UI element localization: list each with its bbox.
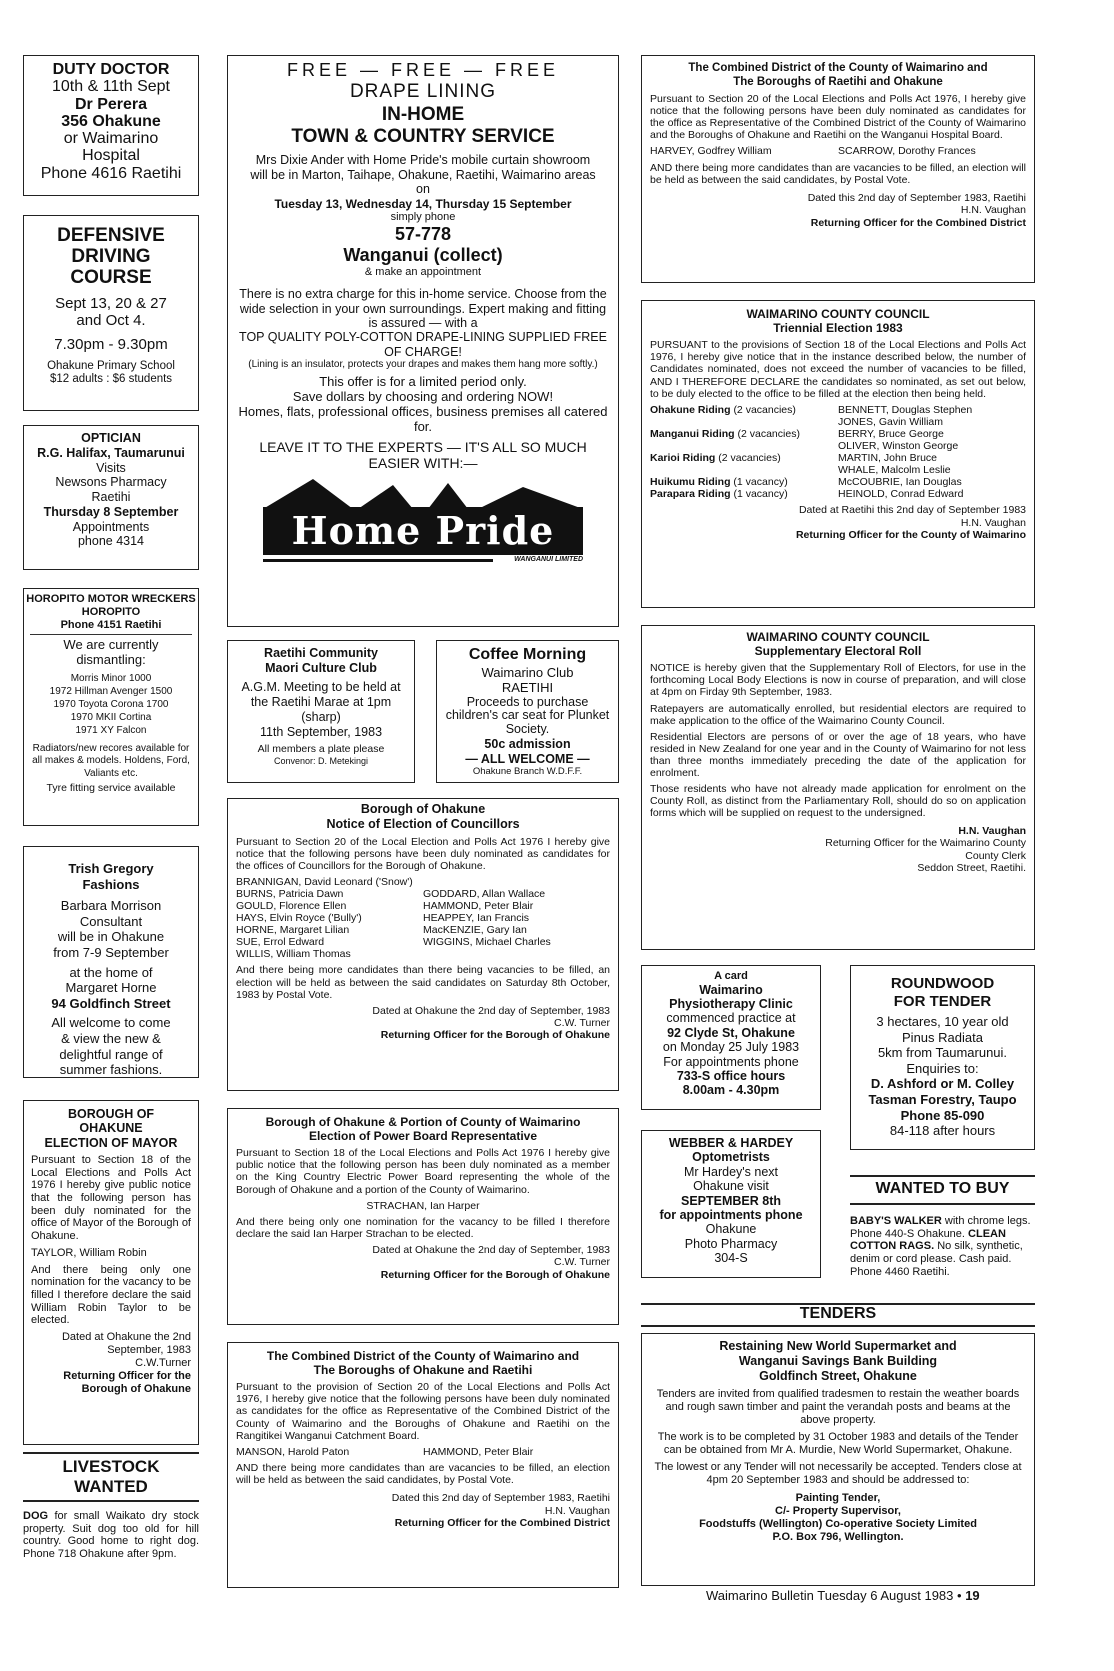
livestock-rule-top xyxy=(23,1452,199,1454)
maori-title-2: Maori Culture Club xyxy=(265,660,377,675)
drape-collect: Wanganui (collect) xyxy=(343,244,503,265)
catchment-board-notice xyxy=(227,1342,619,1588)
coffee-branch: Ohakune Branch W.D.F.F. xyxy=(472,766,583,778)
trish-address: 94 Goldfinch Street xyxy=(51,995,171,1011)
tenders-address-2: C/- Property Supervisor, xyxy=(775,1504,901,1517)
optometrists-title-1: WEBBER & HARDEY xyxy=(668,1136,794,1150)
duty-doctor-name: Dr Perera xyxy=(74,95,148,113)
livestock-title-2: WANTED xyxy=(74,1477,148,1496)
triennial-election-notice xyxy=(641,300,1035,608)
roundwood-after-hours: 84-118 after hours xyxy=(889,1123,996,1139)
tenders-header: TENDERS xyxy=(799,1305,877,1322)
triennial-returning: Returning Officer for the County of Waimarino xyxy=(795,528,1026,541)
wreckers-intro-2: dismantling: xyxy=(76,652,146,668)
maori-body: A.G.M. Meeting to be held at the Raetihi Marae at 1pm (sharp) xyxy=(241,679,401,724)
hospital-title-1: The Combined District of the County of Waimarino and xyxy=(688,62,988,74)
power-name: STRACHAN, Ian Harper xyxy=(366,1199,480,1212)
roll-sign-1: Returning Officer for the Waimarino County xyxy=(825,837,1026,850)
tenders-para-2: The work is to be completed by 31 October 1983 and details of the Tender can be obtained from Mr A. Murdie, New World Supermarket, Ohakune. xyxy=(657,1431,1019,1456)
tenders-address-3: Foodstuffs (Wellington) Co-operative Society Limited xyxy=(699,1517,977,1530)
physio-line: Physiotherapy Clinic xyxy=(669,997,793,1012)
optometrists-title-2: Optometrists xyxy=(692,1150,770,1165)
candidate: WIGGINS, Michael Charles xyxy=(423,936,551,949)
drape-body-5: Save dollars by choosing and ordering NOW! xyxy=(292,389,554,405)
roundwood-line: 3 hectares, 10 year old xyxy=(876,1014,1009,1029)
physio-line: A card xyxy=(714,970,748,982)
optician-line-3: Raetihi xyxy=(91,490,131,504)
candidate: JONES, Gavin William xyxy=(838,415,944,428)
ridings-list xyxy=(650,404,1026,501)
candidate: OLIVER, Winston George xyxy=(838,439,959,452)
mayor-signer: C.W.Turner xyxy=(135,1356,191,1369)
physio-line: Waimarino xyxy=(699,982,763,997)
tenders-title-1: Restaining New World Supermarket and xyxy=(719,1339,957,1353)
candidate: GOULD, Florence Ellen xyxy=(236,900,347,913)
riding-vacancies: (1 vacancy) xyxy=(733,488,788,501)
riding-name: Ohakune Riding xyxy=(650,403,731,416)
electoral-roll-notice xyxy=(641,625,1035,950)
wanted-item-2-lead: CLEAN COTTON RAGS. xyxy=(850,1227,1006,1253)
maori-note: All members a plate please xyxy=(257,743,385,756)
drape-body-4: This offer is for a limited period only. xyxy=(319,374,527,390)
candidate: BENNETT, Douglas Stephen xyxy=(838,403,973,416)
candidate: MacKENZIE, Gary Ian xyxy=(423,924,527,937)
tenders-title-2: Wanganui Savings Bank Building xyxy=(738,1353,938,1368)
optometrists-ad xyxy=(641,1130,821,1278)
tenders-rule-bottom xyxy=(641,1325,1035,1327)
tenders-address-1: Painting Tender, xyxy=(795,1491,881,1504)
roundwood-company: Tasman Forestry, Taupo xyxy=(868,1091,1017,1107)
catchment-body: Pursuant to the provision of Section 20 of the Local Elections and Polls Act 1976, I hereby give notice that the following persons have been duly nominated as candidates for the office as Representative of the Combined District of the County of Waimarino and the Boroughs of Ohakune and Raetihi on the Rangitikei Wanganui Catchment Board. xyxy=(236,1381,610,1442)
livestock-body xyxy=(23,1510,199,1561)
optometrists-line: Ohakune visit xyxy=(693,1179,769,1194)
driving-time: 7.30pm - 9.30pm xyxy=(54,336,168,354)
councillors-left-column xyxy=(236,888,423,960)
mayor-dated-1: Dated at Ohakune the 2nd xyxy=(61,1330,191,1343)
drape-appointment: & make an appointment xyxy=(364,266,482,279)
optician-day: Thursday 8 September xyxy=(43,504,179,519)
duty-doctor-phone: Phone 4616 Raetihi xyxy=(40,164,182,182)
roll-sign-2: County Clerk xyxy=(965,849,1026,862)
optician-line-1: Visits xyxy=(96,460,126,475)
roundwood-title-2: FOR TENDER xyxy=(893,993,992,1010)
trish-title-2: Fashions xyxy=(82,876,140,892)
hospital-candidates xyxy=(650,145,1026,157)
drape-dates: Tuesday 13, Wednesday 14, Thursday 15 September xyxy=(274,196,572,211)
riding-row xyxy=(650,452,1026,476)
drape-body-2: TOP QUALITY POLY-COTTON DRAPE-LINING SUPPLIED FREE OF CHARGE! xyxy=(239,330,607,359)
coffee-welcome: — ALL WELCOME — xyxy=(465,751,590,766)
roundwood-tender-ad xyxy=(850,965,1035,1150)
optometrists-line: Photo Pharmacy xyxy=(684,1236,778,1251)
optician-name: R.G. Halifax, Taumarunui xyxy=(37,445,185,460)
councillors-title-2: Notice of Election of Councillors xyxy=(326,816,520,831)
drape-simply-phone: simply phone xyxy=(390,210,456,223)
physio-line: commenced practice at xyxy=(666,1011,796,1026)
candidate: HARVEY, Godfrey William xyxy=(650,145,772,158)
wreckers-radiators: Radiators/new recores available for all makes & models. Holdens, Ford, Valiants etc. xyxy=(32,742,190,779)
trish-line: summer fashions. xyxy=(59,1062,163,1078)
councillors-title-1: Borough of Ohakune xyxy=(360,802,486,816)
triennial-dated: Dated at Raetihi this 2nd day of September 1983 xyxy=(798,504,1026,517)
tenders-para-1: Tenders are invited from qualified tradesmen to restain the weather boards and rough sawn timber and paint the verandah posts and beams at the above property. xyxy=(656,1388,1020,1426)
candidate: WHALE, Malcolm Leslie xyxy=(838,463,951,476)
drape-intro: Mrs Dixie Ander with Home Pride's mobile curtain showroom will be in Marton, Taihape, Ohakune, Raetihi, Waimarino areas on xyxy=(250,153,596,197)
driving-venue: Ohakune Primary School xyxy=(47,359,175,372)
optician-line-2: Newsons Pharmacy xyxy=(55,475,167,490)
power-body: Pursuant to Section 18 of the Local Elections and Polls Act 1976 I hereby give public notice that the following person has been duly nominated as a member on the King Country Electric Power Board representing the whole of the Borough of Ohakune and a portion of the County of Waimarino. xyxy=(236,1147,610,1196)
drape-phone: 57-778 xyxy=(394,223,452,244)
councillors-signer: C.W. Turner xyxy=(553,1017,610,1029)
councillors-notice xyxy=(227,798,619,1091)
physio-line: on Monday 25 July 1983 xyxy=(662,1040,800,1055)
driving-title-1: DEFENSIVE xyxy=(57,225,165,246)
councillors-dated: Dated at Ohakune the 2nd day of September, 1983 xyxy=(372,1004,610,1017)
optician-title: OPTICIAN xyxy=(81,431,141,445)
roof-icon xyxy=(263,479,583,509)
driving-title-2: DRIVING xyxy=(71,245,151,267)
power-returning: Returning Officer for the Borough of Ohakune xyxy=(380,1268,610,1281)
roundwood-phone: Phone 85-090 xyxy=(900,1107,985,1123)
tenders-para-3: The lowest or any Tender will not necessarily be accepted. Tenders close at 4pm 20 September 1983 and should be addressed to: xyxy=(654,1461,1022,1487)
wreckers-car: 1970 Toyota Corona 1700 xyxy=(53,698,169,710)
wanted-title: WANTED TO BUY xyxy=(875,1180,1010,1197)
riding-row xyxy=(650,428,1026,452)
hospital-signer: H.N. Vaughan xyxy=(960,204,1026,217)
riding-vacancies: (2 vacancies) xyxy=(718,451,781,464)
home-pride-subline: WANGANUI LIMITED xyxy=(510,556,583,564)
triennial-body: PURSUANT to the provisions of Section 18 of the Local Elections and Polls Act 1976, I hereby give notice that in the instance described below, the number of Candidates nominated, does not exceed the number of vacancies to be filled, AND I THEREFORE DECLARE the candidates so nominated, as set out below, to be duly elected to the office to be filled at the election then being held. xyxy=(650,339,1026,400)
candidate: MANSON, Harold Paton xyxy=(236,1445,350,1458)
triennial-signer: H.N. Vaughan xyxy=(960,516,1026,529)
wanted-item-1-lead: BABY'S WALKER xyxy=(850,1215,942,1227)
riding-vacancies: (1 vacancy) xyxy=(733,476,788,488)
trish-line: All welcome to come xyxy=(51,1015,171,1031)
councillors-candidates xyxy=(236,888,610,960)
trish-line: Barbara Morrison xyxy=(60,898,162,914)
councillors-body-2: And there being more candidates than there being vacancies to be filled, an election will be held as between the said candidates on Saturday 8th October, 1983 by Postal Vote. xyxy=(236,964,610,1001)
candidate: HAYS, Elvin Royce ('Bully') xyxy=(236,912,362,925)
roundwood-line: 5km from Taumarunui. xyxy=(877,1045,1008,1061)
wreckers-tyres: Tyre fitting service available xyxy=(46,782,176,795)
driving-title-3: COURSE xyxy=(70,266,152,288)
riding-name: Huikumu Riding xyxy=(650,476,731,488)
trish-line: delightful range of xyxy=(59,1046,163,1062)
roll-para-3: Residential Electors are persons of or over the age of 18 years, who have resided in New Zealand for one year and in the County of Waimarino for not less than three months immediately preceding the date of the application for enrolment. xyxy=(650,730,1026,779)
councillors-right-column xyxy=(423,888,610,960)
driving-dates-1: Sept 13, 20 & 27 xyxy=(55,294,167,312)
coffee-line-2: RAETIHI xyxy=(501,680,554,696)
roll-signer: H.N. Vaughan xyxy=(958,825,1026,838)
mayor-body: Pursuant to Section 18 of the Local Elections and Polls Act 1976 I hereby give public notice that the following person has been duly nominated for the office of Mayor of the Borough of Ohakune. xyxy=(31,1154,191,1242)
wreckers-ad xyxy=(23,588,199,826)
wreckers-car: Morris Minor 1000 xyxy=(70,672,152,684)
coffee-morning-ad xyxy=(436,640,619,783)
hospital-returning: Returning Officer for the Combined District xyxy=(810,216,1026,229)
maori-title-1: Raetihi Community xyxy=(264,646,378,660)
optometrists-line: Ohakune xyxy=(705,1222,757,1237)
catchment-title-1: The Combined District of the County of Waimarino and xyxy=(266,1349,580,1363)
optician-line-5: phone 4314 xyxy=(77,534,145,549)
trish-line: Consultant xyxy=(79,913,143,929)
wreckers-title: HOROPITO MOTOR WRECKERS xyxy=(26,593,196,605)
trish-line: will be in Ohakune xyxy=(57,929,165,945)
livestock-lead: DOG xyxy=(23,1510,49,1522)
hospital-title-2: The Boroughs of Raetihi and Ohakune xyxy=(733,75,943,88)
wanted-rule-top xyxy=(850,1175,1035,1177)
duty-doctor-or: or Waimarino xyxy=(63,130,159,148)
physio-phone: 733-S office hours xyxy=(676,1068,786,1083)
wreckers-phone: Phone 4151 Raetihi xyxy=(30,619,192,635)
driving-course-ad xyxy=(23,215,199,411)
wanted-rule-bottom xyxy=(850,1203,1035,1205)
optician-ad xyxy=(23,425,199,570)
riding-name: Parapara Riding xyxy=(650,488,731,501)
trish-title-1: Trish Gregory xyxy=(68,861,154,876)
wreckers-car-list xyxy=(24,672,198,737)
drape-lining-ad xyxy=(227,55,619,627)
mayor-title-3: ELECTION OF MAYOR xyxy=(44,1135,178,1150)
duty-doctor-ad xyxy=(23,55,199,196)
mayor-body-2: And there being only one nomination for the vacancy to be filled I therefore declare the said William Robin Taylor to be elected. xyxy=(31,1263,191,1327)
candidate: HEINOLD, Conrad Edward xyxy=(838,488,964,501)
wreckers-car: 1970 MKII Cortina xyxy=(70,711,152,723)
candidate: BURNS, Patricia Dawn xyxy=(236,888,344,901)
coffee-line-1: Waimarino Club xyxy=(481,664,574,680)
livestock-text: for small Waikato dry stock property. Suit dog too old for hill country. Good home to right dog. Phone 718 Ohakune after 9pm. xyxy=(23,1510,199,1560)
riding-name: Manganui Riding xyxy=(650,427,735,440)
roll-para-4: Those residents who have not already made application for enrolment on the County Roll, as distinct from the Parliamentary Roll, should do so on application forms which will be supplied on request to the undersigned. xyxy=(650,782,1026,819)
power-body-2: And there being only one nomination for the vacancy to be filled I therefore declare the said Ian Harper Strachan to be elected. xyxy=(236,1215,610,1240)
home-pride-underline xyxy=(263,559,493,562)
tenders-address-4: P.O. Box 796, Wellington. xyxy=(772,1530,904,1543)
trish-line: Margaret Horne xyxy=(65,980,157,996)
wanted-item-2-text: No silk, synthetic, denim or cord please. Cash paid. Phone 4460 Raetihi. xyxy=(850,1240,1023,1278)
driving-dates-2: and Oct 4. xyxy=(76,312,146,330)
catchment-title-2: The Boroughs of Ohakune and Raetihi xyxy=(313,1363,533,1378)
drape-free-banner: FREE — FREE — FREE xyxy=(286,60,560,80)
triennial-title-1: WAIMARINO COUNTY COUNCIL xyxy=(746,307,930,321)
page-number: 19 xyxy=(965,1588,980,1603)
roundwood-title-1: ROUNDWOOD xyxy=(890,975,995,992)
candidate: GODDARD, Allan Wallace xyxy=(423,888,546,901)
candidate: SUE, Errol Edward xyxy=(236,936,325,949)
catchment-signer: H.N. Vaughan xyxy=(544,1504,610,1517)
footer-text: Waimarino Bulletin Tuesday 6 August 1983 • xyxy=(706,1588,962,1603)
power-signer: C.W. Turner xyxy=(553,1256,610,1269)
physiotherapy-ad xyxy=(641,965,821,1110)
roll-para-1: NOTICE is hereby given that the Supplementary Roll of Electors, for use in the forthcoming Local Body Elections is now in course of preparation, and will close at 4pm on Firday 9th September, 1983. xyxy=(650,662,1026,699)
riding-vacancies: (2 vacancies) xyxy=(733,403,796,416)
candidate: MARTIN, John Bruce xyxy=(838,451,938,464)
hospital-body-2: AND there being more candidates than are vacancies to be filled, an election will be held as between the said candidates, by Postal Vote. xyxy=(650,161,1026,186)
optometrists-phone: 304-S xyxy=(714,1251,748,1265)
duty-doctor-title: DUTY DOCTOR xyxy=(52,61,170,78)
livestock-title-1: LIVESTOCK xyxy=(62,1457,160,1476)
roll-sign-3: Seddon Street, Raetihi. xyxy=(917,862,1026,875)
riding-name: Karioi Riding xyxy=(650,451,716,464)
wreckers-car: 1971 XY Falcon xyxy=(75,724,147,736)
roll-title-2: Supplementary Electoral Roll xyxy=(754,644,922,659)
optometrists-line: for appointments phone xyxy=(659,1207,803,1222)
maori-date: 11th September, 1983 xyxy=(259,724,383,739)
power-title-1: Borough of Ohakune & Portion of County of Waimarino xyxy=(265,1115,581,1129)
catchment-candidates xyxy=(236,1446,610,1458)
candidate: WILLIS, William Thomas xyxy=(236,948,351,961)
power-title-2: Election of Power Board Representative xyxy=(308,1129,538,1144)
councillors-body: Pursuant to Section 20 of the Local Election and Polls Act 1976 I hereby give notice that the following persons have been duly nominated as candidates for the offices of Councillors for the Borough of Ohakune. xyxy=(236,835,610,872)
page-footer xyxy=(706,1588,980,1603)
drape-body-3: (Lining is an insulator, protects your drapes and makes them hang more softly.) xyxy=(248,359,598,371)
councillors-returning: Returning Officer for the Borough of Ohakune xyxy=(380,1029,610,1042)
duty-doctor-hospital: Hospital xyxy=(82,147,140,165)
wreckers-car: 1972 Hillman Avenger 1500 xyxy=(49,685,173,697)
candidate: McCOUBRIE, Ian Douglas xyxy=(838,476,962,488)
roundwood-line: Enquiries to: xyxy=(906,1060,979,1076)
roll-para-2: Ratepayers are automatically enrolled, but residential electors are required to make application to the office of the Waimarino County Council. xyxy=(650,702,1026,727)
mayor-returning-1: Returning Officer for the xyxy=(63,1369,191,1382)
physio-hours: 8.00am - 4.30pm xyxy=(682,1083,780,1098)
maori-convenor: Convenor: D. Metekingi xyxy=(273,755,369,766)
roundwood-contacts: D. Ashford or M. Colley xyxy=(870,1076,1015,1092)
drape-title-3: TOWN & COUNTRY SERVICE xyxy=(291,126,555,148)
home-pride-logo xyxy=(263,479,583,567)
roundwood-line: Pinus Radiata xyxy=(902,1029,983,1045)
duty-doctor-address: 356 Ohakune xyxy=(61,112,161,130)
optician-line-4: Appointments xyxy=(72,519,150,534)
candidate: HAMMOND, Peter Blair xyxy=(423,900,534,913)
physio-address: 92 Clyde St, Ohakune xyxy=(667,1025,795,1040)
wanted-body xyxy=(850,1215,1035,1278)
wanted-item-1-text: with chrome legs. Phone 440-S Ohakune. xyxy=(850,1215,1031,1240)
catchment-dated: Dated this 2nd day of September 1983, Raetihi xyxy=(391,1492,610,1505)
mayor-name: TAYLOR, William Robin xyxy=(31,1246,147,1259)
hospital-dated: Dated this 2nd day of September 1983, Raetihi xyxy=(807,191,1026,204)
mayor-title-1: BOROUGH OF xyxy=(67,1107,155,1121)
tenders-title-3: Goldfinch Street, Ohakune xyxy=(759,1368,917,1383)
riding-row xyxy=(650,488,1026,500)
riding-vacancies: (2 vacancies) xyxy=(737,427,800,440)
catchment-returning: Returning Officer for the Combined District xyxy=(394,1516,610,1529)
candidate: SCARROW, Dorothy Frances xyxy=(838,145,976,158)
mayor-title-2: OHAKUNE xyxy=(79,1121,143,1136)
coffee-title: Coffee Morning xyxy=(468,646,587,663)
mayor-dated-2: September, 1983 xyxy=(107,1343,191,1356)
tenders-notice xyxy=(641,1333,1035,1586)
power-board-notice xyxy=(227,1108,619,1325)
driving-price: $12 adults : $6 students xyxy=(49,373,173,386)
trish-line: at the home of xyxy=(69,964,153,980)
riding-row xyxy=(650,476,1026,488)
home-pride-wordmark: Home Pride xyxy=(263,507,583,555)
candidate: HORNE, Margaret Lilian xyxy=(236,924,350,937)
candidate: HAMMOND, Peter Blair xyxy=(423,1445,534,1458)
candidate: HEAPPEY, Ian Francis xyxy=(423,912,530,925)
mayor-election-notice xyxy=(23,1100,199,1445)
drape-body-6: Homes, flats, professional offices, business premises all catered for. xyxy=(238,403,608,434)
councillors-snow: BRANNIGAN, David Leonard ('Snow') xyxy=(236,875,413,888)
mayor-returning-2: Borough of Ohakune xyxy=(81,1382,191,1395)
maori-culture-club-ad xyxy=(227,640,415,783)
hospital-board-notice xyxy=(641,55,1035,283)
coffee-line-3: Proceeds to purchase children's car seat for Plunket Society. xyxy=(445,694,610,737)
coffee-admission: 50c admission xyxy=(484,736,571,751)
triennial-title-2: Triennial Election 1983 xyxy=(773,321,903,336)
riding-row xyxy=(650,404,1026,428)
drape-title-2: IN-HOME xyxy=(381,103,465,125)
catchment-body-2: AND there being more candidates than are vacancies to be filled, an election will be held as between the said candidates, by Postal Vote. xyxy=(236,1462,610,1487)
optometrists-line: Mr Hardey's next xyxy=(683,1164,779,1179)
duty-doctor-dates: 10th & 11th Sept xyxy=(51,78,170,96)
livestock-rule-bottom xyxy=(23,1500,199,1502)
wreckers-intro-1: We are currently xyxy=(63,636,159,652)
candidate: BERRY, Bruce George xyxy=(838,427,944,440)
drape-body-1: There is no extra charge for this in-home service. Choose from the wide selection in your own surroundings. Expert making and fitting is assured — with a xyxy=(239,287,607,330)
optometrists-date: SEPTEMBER 8th xyxy=(680,1193,781,1208)
drape-body-7: LEAVE IT TO THE EXPERTS — IT'S ALL SO MUCH EASIER WITH:— xyxy=(259,438,587,471)
trish-gregory-ad xyxy=(23,846,199,1078)
power-dated: Dated at Ohakune the 2nd day of September, 1983 xyxy=(372,1244,610,1257)
physio-line: For appointments phone xyxy=(663,1054,799,1069)
wreckers-town: HOROPITO xyxy=(81,605,141,618)
roll-title-1: WAIMARINO COUNTY COUNCIL xyxy=(746,630,930,644)
drape-title-1: DRAPE LINING xyxy=(349,81,497,103)
hospital-body: Pursuant to Section 20 of the Local Elections and Polls Act 1976, I hereby give notice that the following persons have been duly nominated as candidates for the office as Representative of the Combined District of the County of Waimarino and the Boroughs of Ohakune and Raetihi on the Wanganui Hospital Board. xyxy=(650,93,1026,142)
trish-line: from 7-9 September xyxy=(53,944,169,960)
trish-line: & view the new & xyxy=(61,1030,161,1046)
